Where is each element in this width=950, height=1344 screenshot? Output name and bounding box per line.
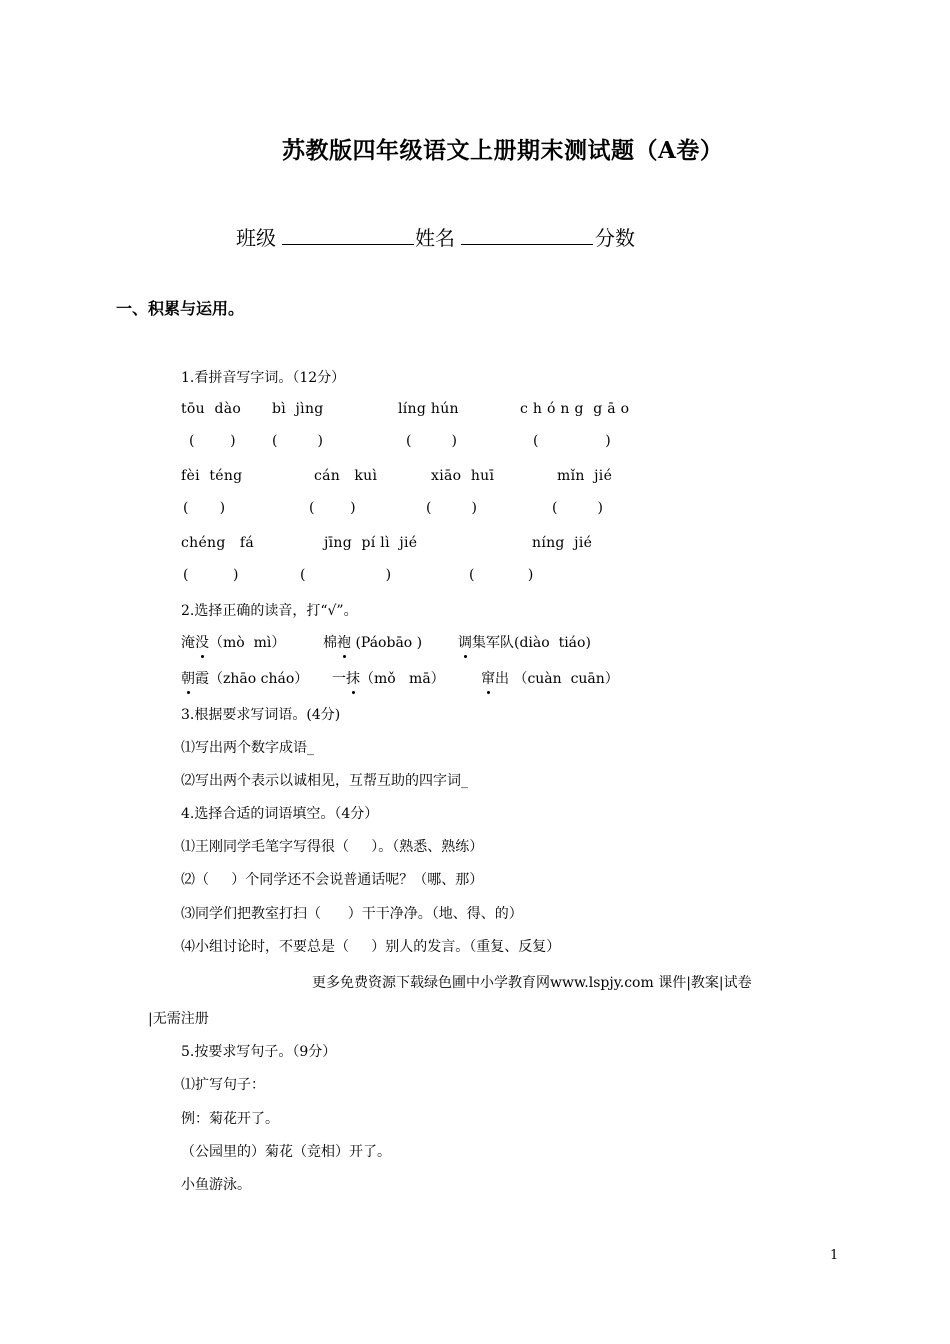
q5-item: 小鱼游泳。 (181, 1177, 251, 1193)
answer-bracket: ( ) (406, 433, 457, 449)
q4-title: 4.选择合适的词语填空。（4分） (181, 806, 379, 822)
pinyin: jīng pí lì jié (324, 535, 418, 551)
q5-item: 例：菊花开了。 (181, 1111, 279, 1127)
reading-option: 朝霞（zhāo cháo） (181, 668, 308, 688)
answer-bracket: ( ) (300, 567, 392, 583)
emphasis-dot-char: 抹 (346, 668, 360, 688)
pinyin: mǐn jié (557, 468, 613, 484)
q2-title: 2.选择正确的读音，打“√”。 (181, 603, 358, 619)
class-label: 班级 (236, 226, 276, 250)
pinyin: níng jié (532, 535, 593, 551)
reading-option: 调集军队(diào tiáo) (458, 632, 591, 652)
pinyin: cán kuì (314, 468, 378, 484)
q3-item: ⑵写出两个表示以诚相见，互帮互助的四字词_ (181, 773, 468, 789)
answer-bracket: ( ) (183, 500, 226, 516)
reading-option: 一抹（mǒ mā） (332, 668, 445, 688)
answer-bracket: ( ) (426, 500, 477, 516)
emphasis-dot-char: 窜 (481, 668, 495, 688)
class-blank (282, 244, 414, 245)
emphasis-dot-char: 调 (458, 632, 472, 652)
page-number: 1 (830, 1248, 839, 1263)
pinyin: chéng fá (181, 535, 254, 551)
answer-bracket: ( ) (309, 500, 356, 516)
q5-item: （公园里的）菊花（竞相）开了。 (181, 1144, 391, 1160)
pinyin: xiāo huī (431, 468, 495, 484)
reading-option: 窜出 （cuàn cuān） (481, 668, 619, 688)
answer-bracket: ( ) (552, 500, 603, 516)
page-title: 苏教版四年级语文上册期末测试题（A卷） (282, 137, 724, 164)
q4-item: ⑷小组讨论时，不要总是（ ）别人的发言。（重复、反复） (181, 939, 561, 955)
emphasis-dot-char: 朝 (181, 668, 195, 688)
emphasis-dot-char: 袍 (337, 632, 351, 652)
resource-ad-text-cont: |无需注册 (148, 1011, 209, 1027)
pinyin: c h ó n g g ā o (520, 401, 630, 417)
answer-bracket: ( ) (533, 433, 611, 449)
pinyin: bì jìng (272, 401, 324, 417)
answer-bracket: ( ) (469, 567, 534, 583)
answer-bracket: ( ) (272, 433, 323, 449)
q5-item: ⑴扩写句子： (181, 1077, 265, 1093)
q1-title: 1.看拼音写字词。（12分） (181, 370, 346, 386)
section-heading: 一、积累与运用。 (116, 299, 245, 318)
pinyin: tōu dào (181, 401, 242, 417)
name-blank (461, 244, 593, 245)
q3-item: ⑴写出两个数字成语_ (181, 740, 314, 756)
q4-item: ⑶同学们把教室打扫（ ）干干净净。（地、得、的） (181, 906, 523, 922)
q4-item: ⑵（ ）个同学还不会说普通话呢？（哪、那） (181, 872, 484, 888)
name-label: 姓名 (415, 226, 455, 250)
q4-item: ⑴王刚同学毛笔字写得很（ ）。（熟悉、熟练） (181, 839, 484, 855)
score-label: 分数 (595, 226, 635, 250)
pinyin: líng hún (398, 401, 459, 417)
answer-bracket: ( ) (183, 567, 239, 583)
reading-option: 棉袍 (Páobāo ) (323, 632, 422, 652)
reading-option: 淹没（mò mì） (181, 632, 285, 652)
q3-title: 3.根据要求写词语。(4分) (181, 707, 341, 723)
q5-title: 5.按要求写句子。（9分） (181, 1044, 337, 1060)
answer-bracket: ( ) (189, 433, 236, 449)
emphasis-dot-char: 没 (195, 632, 209, 652)
pinyin: fèi téng (181, 468, 243, 484)
resource-ad-text: 更多免费资源下载绿色圃中小学教育网www.lspjy.com 课件|教案|试卷 (312, 975, 752, 991)
